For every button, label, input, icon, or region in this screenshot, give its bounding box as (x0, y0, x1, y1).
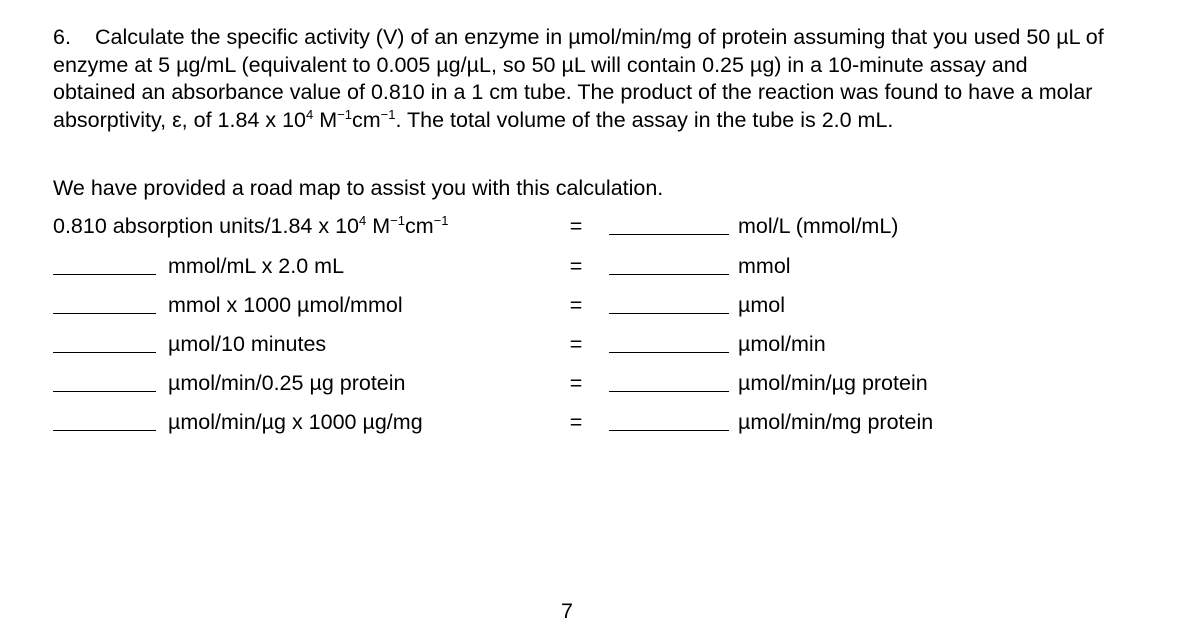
question-paragraph (53, 24, 1113, 134)
question-exponent-3: −1 (380, 106, 396, 122)
result-unit: µmol/min/µg protein (738, 371, 928, 395)
calculation-row-3 (0, 291, 1183, 319)
question-number: 6. (53, 25, 71, 49)
question-exponent-2: −1 (337, 106, 352, 122)
answer-blank-left[interactable] (53, 352, 156, 353)
calculation-left-expression: 0.810 absorption units/1.84 x $10^4$ $M^{-1}cm^{-1}$ (53, 213, 449, 238)
answer-blank-right[interactable] (609, 391, 729, 392)
calculation-left-expression: µmol/min/0.25 µg protein (168, 371, 406, 395)
answer-blank-left[interactable] (53, 313, 156, 314)
question-text-part3: cm (351, 107, 381, 132)
answer-blank-right[interactable] (609, 274, 729, 275)
answer-blank-right[interactable] (609, 352, 729, 353)
calculation-left-expression: mmol x 1000 µmol/mmol (168, 293, 403, 317)
calculation-row-4 (0, 330, 1183, 358)
result-unit: mmol (738, 254, 791, 278)
question-text-part4: . The total volume of the assay in the tube is 2.0 mL. (395, 107, 894, 132)
page-number: 7 (561, 599, 573, 623)
equals-sign: = (569, 254, 583, 278)
answer-blank-left[interactable] (53, 274, 156, 275)
answer-blank-left[interactable] (53, 430, 156, 431)
answer-blank-left[interactable] (53, 391, 156, 392)
equals-sign: = (569, 410, 583, 434)
answer-blank-right[interactable] (609, 234, 729, 235)
result-unit: µmol (738, 293, 786, 317)
calculation-row-2 (0, 252, 1183, 280)
question-text-part2: M (313, 107, 338, 132)
equals-sign: = (569, 214, 583, 238)
equals-sign: = (569, 332, 583, 356)
result-unit: µmol/min (738, 332, 826, 356)
equals-sign: = (569, 371, 583, 395)
answer-blank-right[interactable] (609, 430, 729, 431)
calculation-row-1 (0, 212, 1183, 240)
result-unit: µmol/min/mg protein (738, 410, 934, 434)
calculation-left-expression: µmol/10 minutes (168, 332, 327, 356)
answer-blank-right[interactable] (609, 313, 729, 314)
result-unit: mol/L (mmol/mL) (738, 214, 899, 238)
calculation-left-expression: µmol/min/µg x 1000 µg/mg (168, 410, 423, 434)
calculation-left-expression: mmol/mL x 2.0 mL (168, 254, 345, 278)
equals-sign: = (569, 293, 583, 317)
calculation-row-5 (0, 369, 1183, 397)
question-exponent-1: 4 (305, 106, 314, 122)
question-text-part1: Calculate the specific activity (V) of an enzyme in µmol/min/mg of protein assuming that you used 50 µL of enzyme at 5 µg/mL (equivalent to 0.005 µg/µL, so 50 µL will contain 0.25 µg) in a 10-minute assay and obtained an absorbance value of 0.810 in a 1 cm tube. The product of the reaction was found to have a molar absorptivity, ε, of 1.84 x 10 (53, 25, 1104, 132)
road-map-intro: We have provided a road map to assist you with this calculation. (53, 176, 664, 200)
calculation-row-6 (0, 408, 1183, 436)
